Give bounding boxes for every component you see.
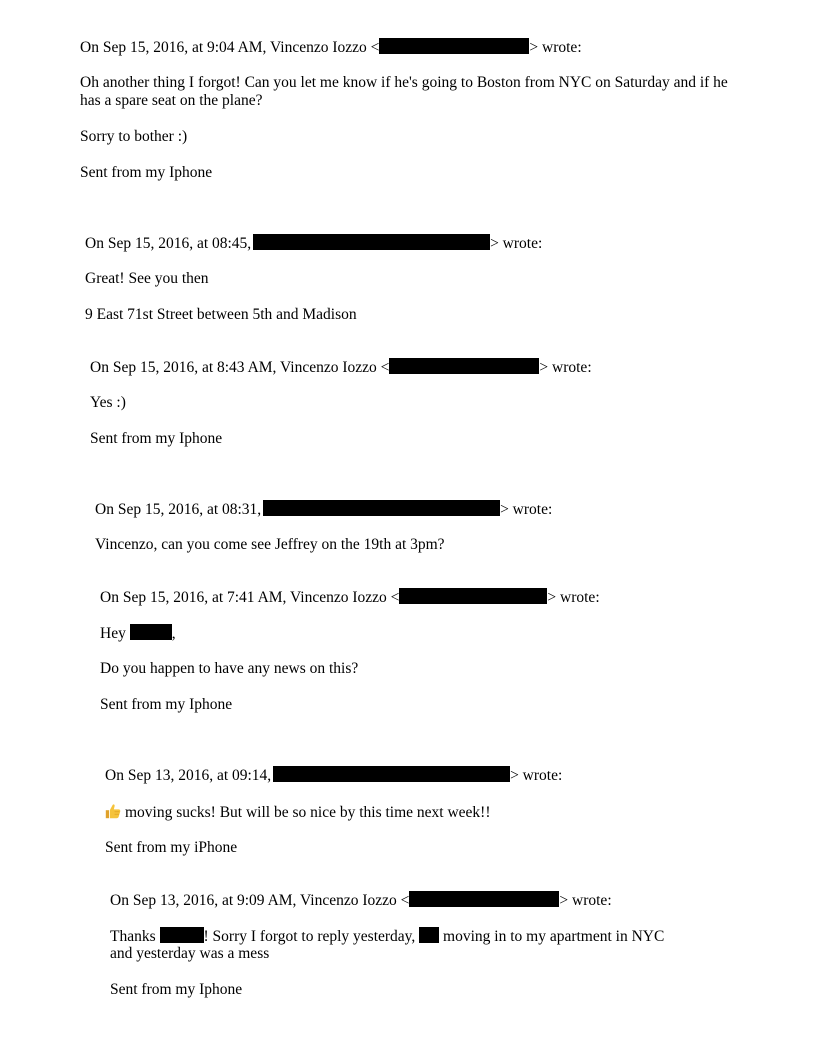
redaction-bar [399,588,547,604]
redaction-bar [130,624,172,640]
header-text: On Sep 15, 2016, at 9:04 AM, Vincenzo Iozzo < [80,39,380,56]
email-body: Great! See you then [85,270,209,287]
header-text: On Sep 15, 2016, at 08:31, [95,501,262,518]
email-body-line: 9 East 71st Street between 5th and Madison [85,306,357,323]
header-suffix: > wrote: [510,767,563,784]
email-body-line: Sorry to bother :) [80,128,188,145]
header-suffix: > wrote: [559,892,612,909]
header-text: On Sep 13, 2016, at 9:09 AM, Vincenzo Iozzo < [110,892,410,909]
greeting-comma: , [171,625,176,642]
header-text: On Sep 15, 2016, at 8:43 AM, Vincenzo Iozzo < [90,359,390,376]
greeting-text: Hey [100,625,126,642]
email-greeting [100,624,176,643]
redaction-bar [379,38,529,54]
email-body: Do you happen to have any news on this? [100,660,359,677]
email-header [80,38,582,57]
header-suffix: > wrote: [547,589,600,606]
email-header [95,500,552,519]
email-body: Vincenzo, can you come see Jeffrey on the 19th at 3pm? [95,536,445,553]
header-suffix: > wrote: [490,235,543,252]
email-header [105,766,562,785]
email-body: Yes :) [90,394,126,411]
redaction-bar [409,891,559,907]
header-text: On Sep 15, 2016, at 08:45, [85,235,252,252]
email-body-line: and yesterday was a mess [110,945,270,962]
email-signature: Sent from my Iphone [90,430,223,447]
redaction-bar [389,358,539,374]
email-body [110,927,664,946]
body-text: moving sucks! But will be so nice by this time next week!! [125,804,491,821]
body-text: Thanks [110,928,156,945]
header-suffix: > wrote: [500,501,553,518]
email-signature: Sent from my Iphone [110,981,243,998]
email-signature: Sent from my iPhone [105,839,238,856]
redaction-bar [419,927,439,943]
email-header [110,891,612,910]
email-header [100,588,600,607]
redaction-bar [273,766,510,782]
body-text: moving in to my apartment in NYC [443,928,665,945]
email-body [105,803,490,822]
redaction-bar [263,500,500,516]
email-signature: Sent from my Iphone [100,696,233,713]
redaction-bar [253,234,490,250]
header-text: On Sep 13, 2016, at 09:14, [105,767,272,784]
body-text: ! Sorry I forgot to reply yesterday, [203,928,416,945]
email-header [90,358,592,377]
header-suffix: > wrote: [539,359,592,376]
email-signature: Sent from my Iphone [80,164,213,181]
redaction-bar [160,927,204,943]
header-suffix: > wrote: [529,39,582,56]
header-text: On Sep 15, 2016, at 7:41 AM, Vincenzo Iozzo < [100,589,400,606]
email-body: Oh another thing I forgot! Can you let me know if he's going to Boston from NYC on Saturday and if he has a spare seat on the plane? [80,74,728,109]
email-header [85,234,542,253]
thumbs-up-icon [105,803,121,819]
